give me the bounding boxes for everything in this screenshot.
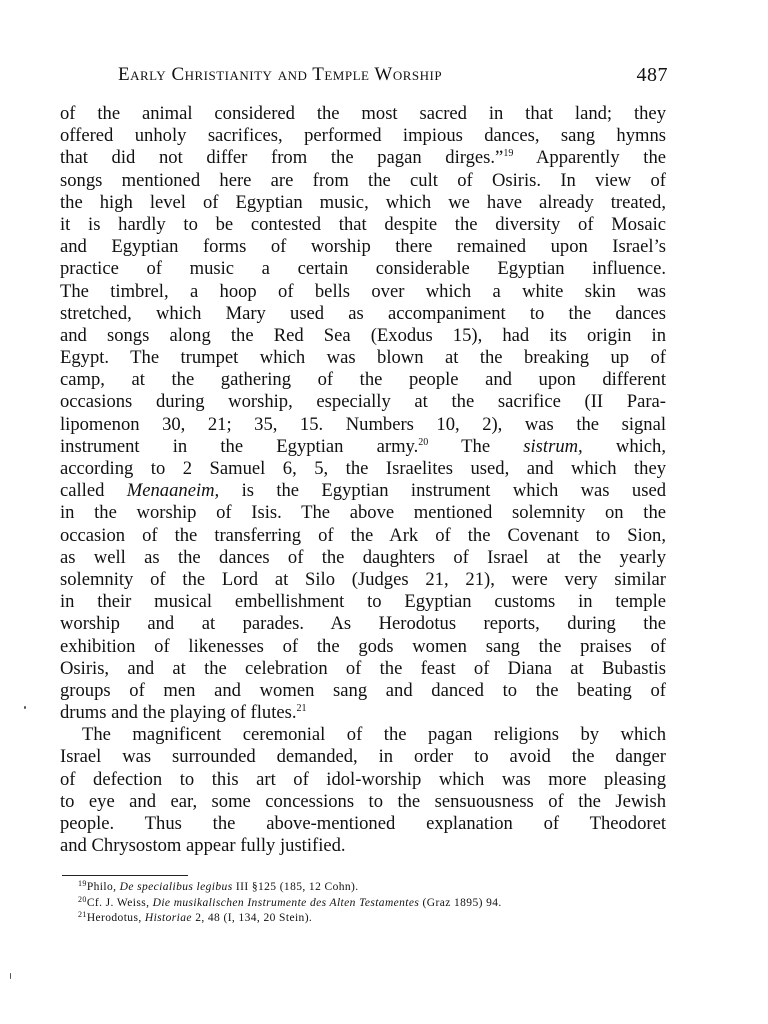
page-number: 487 (636, 64, 668, 86)
text-line: drums and the playing of flutes.$^{21}$ (60, 702, 307, 724)
text-line: The magnificent ceremonial of the pagan religions by which (82, 724, 666, 746)
footnote-title: De specialibus legibus (119, 881, 233, 893)
text-line: and songs along the Red Sea (Exodus 15), had its origin in (60, 324, 666, 346)
scan-speck (24, 706, 26, 709)
text-line: as well as the dances of the daughters of Israel at the yearly (60, 546, 666, 568)
running-title: Early Christianity and Temple Worship (118, 64, 443, 85)
text-line: to eye and ear, some concessions to the sensuousness of the Jewish (60, 790, 666, 812)
footnote-reference: 19 (503, 148, 514, 160)
scan-speck (10, 973, 11, 979)
text-line: and Egyptian forms of worship there remained upon Israel’s (60, 236, 666, 258)
text-line: lipomenon 30, 21; 35, 15. Numbers 10, 2), was the signal (60, 413, 666, 435)
text-line: The timbrel, a hoop of bells over which a white skin was (60, 280, 666, 302)
text-line: Israel was surrounded demanded, in order to avoid the danger (60, 746, 666, 768)
text-line: solemnity of the Lord at Silo (Judges 21, 21), were very similar (60, 568, 666, 590)
text-line: camp, at the gathering of the people and upon different (60, 369, 666, 391)
text-line: offered unholy sacrifices, performed impious dances, sang hymns (60, 125, 666, 147)
text-line: exhibition of likenesses of the gods women sang the praises of (60, 635, 666, 657)
italic-term: Menaaneim, (126, 480, 220, 502)
text-line: instrument in the Egyptian army.$^{20}$ The sistrum, which, (60, 435, 666, 457)
text-line: of defection to this art of idol-worship which was more pleasing (60, 768, 666, 790)
text-line: and Chrysostom appear fully justified. (60, 835, 346, 857)
footnote-number: 21 (78, 910, 87, 919)
text-line: stretched, which Mary used as accompaniment to the dances (60, 302, 666, 324)
text-line: that did not differ from the pagan dirges.”$^{19}$ Apparently the (60, 147, 667, 169)
running-header (118, 64, 668, 90)
text-line: Egypt. The trumpet which was blown at the breaking up of (60, 347, 666, 369)
text-line: occasions during worship, especially at the sacrifice (II Para- (60, 391, 666, 413)
text-line: in the worship of Isis. The above mentioned solemnity on the (60, 502, 666, 524)
text-line: of the animal considered the most sacred in that land; they (60, 103, 666, 124)
text-line: the high level of Egyptian music, which we have already treated, (60, 191, 666, 213)
footnote-reference: 20 (418, 436, 429, 448)
text-line: songs mentioned here are from the cult of Osiris. In view of (60, 169, 666, 191)
footnote-rule (62, 875, 188, 876)
text-line: groups of men and women sang and danced to the beating of (60, 679, 666, 701)
text-line: occasion of the transferring of the Ark of the Covenant to Sion, (60, 524, 666, 546)
italic-term: sistrum, (523, 435, 583, 457)
footnote-number: 19 (78, 879, 87, 888)
text-line: it is hardly to be contested that despite the diversity of Mosaic (60, 213, 666, 235)
body-text (60, 103, 666, 857)
footnote: $^{19}$Philo, De specialibus legibus III §125 (185, 12 Cohn). (78, 879, 359, 893)
footnote-reference: 21 (296, 703, 307, 715)
text-line: according to 2 Samuel 6, 5, the Israelites used, and which they (60, 458, 666, 479)
text-line: Osiris, and at the celebration of the feast of Diana at Bubastis (60, 657, 666, 679)
text-line: worship and at parades. As Herodotus reports, during the (60, 613, 666, 635)
footnotes (78, 880, 678, 927)
text-line: in their musical embellishment to Egyptian customs in temple (60, 591, 666, 613)
footnote: $^{21}$Herodotus, Historiae 2, 48 (I, 134, 20 Stein). (78, 910, 313, 924)
footnote: $^{20}$Cf. J. Weiss, Die musikalischen Instrumente des Alten Testamentes (Graz 1895) 94. (78, 894, 502, 909)
text-line: practice of music a certain considerable Egyptian influence. (60, 258, 666, 280)
text-line: people. Thus the above-mentioned explanation of Theodoret (60, 813, 666, 834)
text-line: called Menaaneim, is the Egyptian instrument which was used (60, 480, 666, 502)
footnote-title: Die musikalischen Instrumente des Alten Testamentes (152, 896, 420, 909)
footnote-title: Historiae (144, 912, 192, 924)
footnote-number: 20 (78, 894, 87, 904)
